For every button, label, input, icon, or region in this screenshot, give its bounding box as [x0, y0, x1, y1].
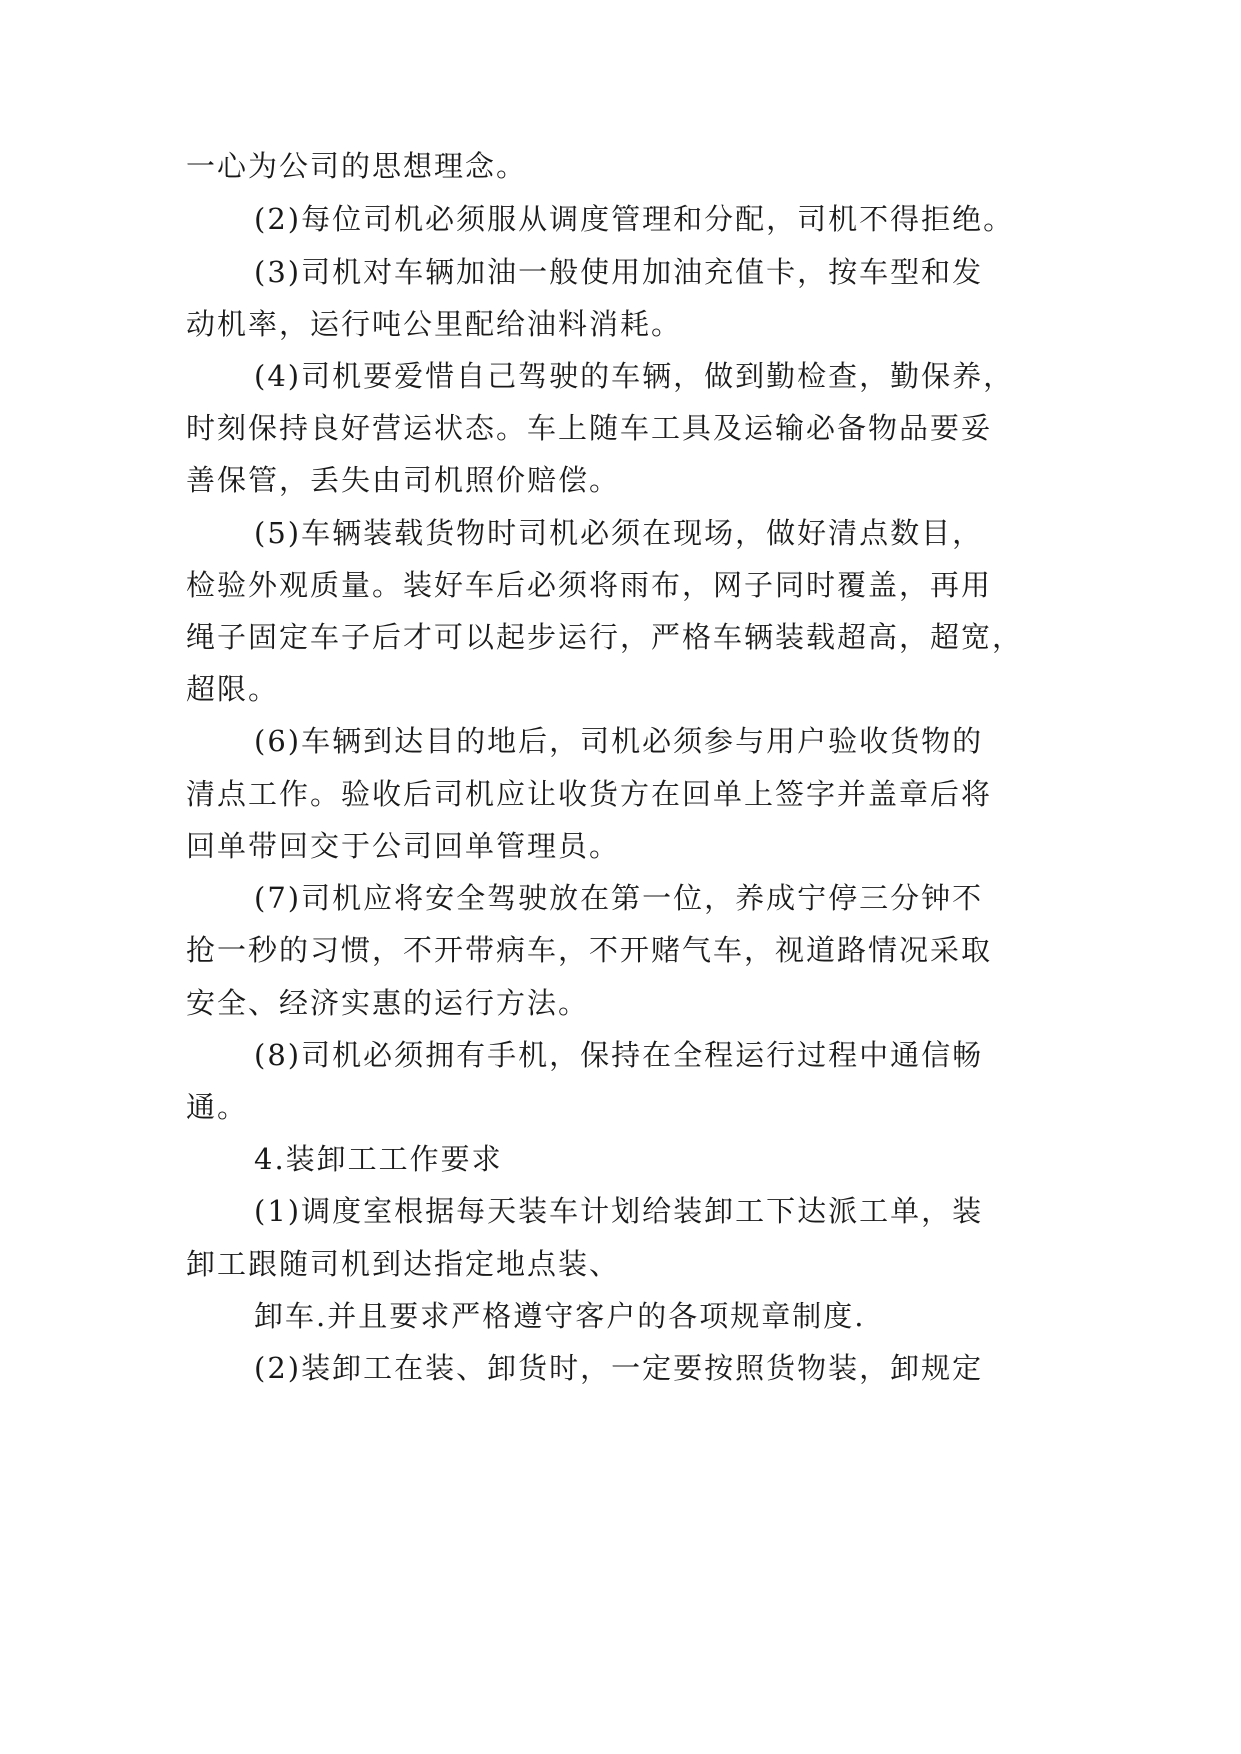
text-line: 检验外观质量。装好车后必须将雨布，网子同时覆盖，再用	[186, 568, 993, 602]
text-line: (6)车辆到达目的地后，司机必须参与用户验收货物的	[254, 724, 984, 758]
text-line: 时刻保持良好营运状态。车上随车工具及运输必备物品要妥	[186, 411, 993, 445]
text-line: 动机率，运行吨公里配给油料消耗。	[186, 307, 683, 341]
text-line: 善保管，丢失由司机照价赔偿。	[186, 463, 621, 497]
text-line: 通。	[186, 1090, 249, 1124]
text-line: 回单带回交于公司回单管理员。	[186, 829, 621, 863]
text-line: (1)调度室根据每天装车计划给装卸工下达派工单，装	[254, 1194, 984, 1228]
text-line: 卸车.并且要求严格遵守客户的各项规章制度.	[254, 1299, 866, 1333]
text-line: (4)司机要爱惜自己驾驶的车辆，做到勤检查，勤保养，	[254, 359, 1015, 393]
text-line: (7)司机应将安全驾驶放在第一位，养成宁停三分钟不	[254, 881, 984, 915]
text-line: 超限。	[186, 672, 280, 706]
text-line: 绳子固定车子后才可以起步运行，严格车辆装载超高，超宽，	[186, 620, 1024, 654]
text-line: 卸工跟随司机到达指定地点装、	[186, 1247, 621, 1281]
text-line: 抢一秒的习惯，不开带病车，不开赌气车，视道路情况采取	[186, 933, 993, 967]
text-line: (2)每位司机必须服从调度管理和分配，司机不得拒绝。	[254, 202, 1015, 236]
section-heading: 4.装卸工工作要求	[254, 1142, 503, 1176]
text-line: 清点工作。验收后司机应让收货方在回单上签字并盖章后将	[186, 777, 993, 811]
text-line: 安全、经济实惠的运行方法。	[186, 986, 590, 1020]
text-line: (5)车辆装载货物时司机必须在现场，做好清点数目，	[254, 516, 984, 550]
text-line: 一心为公司的思想理念。	[186, 149, 528, 183]
text-line: (8)司机必须拥有手机，保持在全程运行过程中通信畅	[254, 1038, 984, 1072]
text-line: (2)装卸工在装、卸货时，一定要按照货物装，卸规定	[254, 1351, 984, 1385]
text-line: (3)司机对车辆加油一般使用加油充值卡，按车型和发	[254, 255, 984, 289]
